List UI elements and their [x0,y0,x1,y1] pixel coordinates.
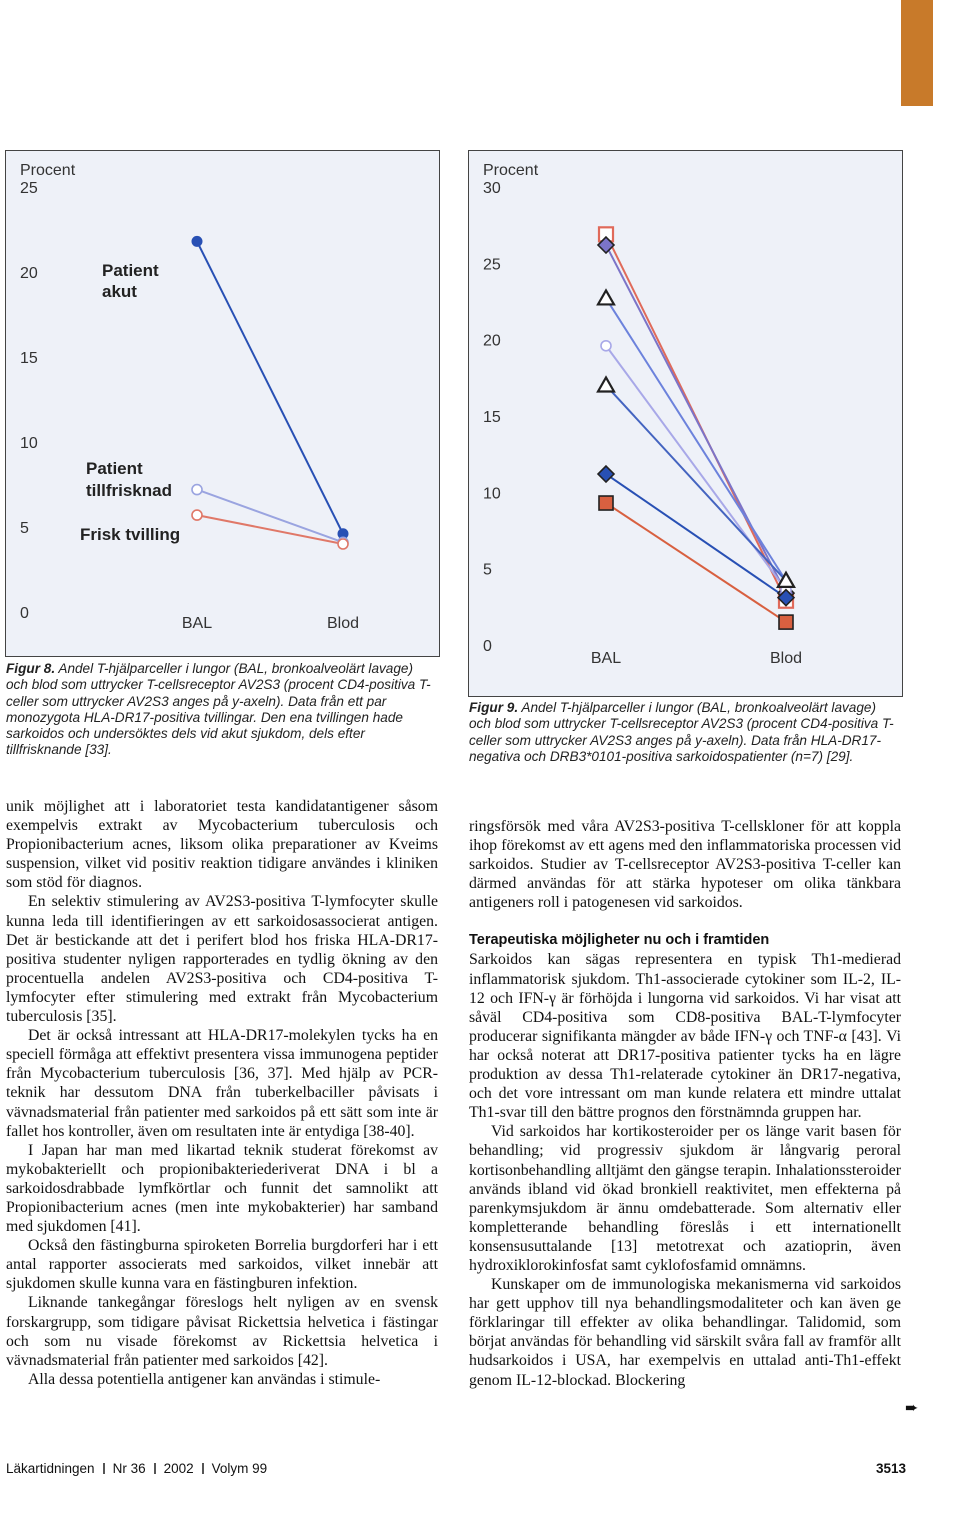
journal-name: Läkartidningen [6,1461,95,1476]
y-tick-label: 10 [483,485,501,503]
figure-9-caption [469,700,899,765]
figure-8-caption-text: Andel T-hjälparceller i lungor (BAL, bronkoalveolärt lavage) och blod som uttrycker T-cellsreceptor AV2S3 (procent CD4-positiva T-celler som uttrycker AV2S3 anges på y-axeln). Data från ett par monozygota HLA-DR17-positiva tvillingar. Den ena tvillingen hade sarkoidos och undersöktes dels vid akut sjukdom, dels efter tillfrisknande [33]. [6,661,431,758]
data-point [192,510,202,520]
page-footer [6,1461,906,1476]
figure-9-chart [468,150,903,697]
section-heading: Terapeutiska möjligheter nu och i framtiden [469,932,770,949]
footer-separator [202,1463,204,1474]
paragraph: Också den fästingburna spiroketen Borrelia burgdorferi har i ett antal rapporter associerats med sarkoidos, vilket innebär att sjukdomen skulle kunna vara en fästingburen infektion. [6,1237,438,1293]
figure-8-caption [6,661,434,759]
paragraph: Vid sarkoidos har kortikosteroider per os länge varit basen för behandling; vid progressiv sjukdom är långvarig peroral kortisonbehandling alltjämt den gängse terapin. Inhalationssteroider används ibland vid ökad bronkiell reaktivitet, men effekterna på parenkymsjukdom är ännu omdebatterade. Som alternativ eller kompletterande behandling föreslås i ett internationellt konsensusuttalande [13] metotrexat och azatioprin, även hydroxiklorokinfosfat samt cyklofosfamid omnämns. [469,1123,901,1274]
footer-separator [103,1463,105,1474]
figure-9-plot [469,151,902,696]
y-tick-label: 0 [483,638,492,655]
data-point [601,341,611,351]
paragraph: Sarkoidos kan sägas representera en typisk Th1-medierad inflammatorisk sjukdom. Th1-associerade cytokiner som IL-2, IL-12 och IFN-γ är förhöjda i lungorna vid sarkoidos. Vi har visat att såväl CD4-positiva som CD8-positiva BAL-T-lymfocyter producerar signifikanta mängder av både IFN-γ och TNF-α [43]. Vi har också noterat att DR17-positiva patienter tycks ha en lägre produktion av dessa Th1-relaterade cytokiner än DR17-negativa, och det vore intressant om man kunde relatera ett mindre uttalat Th1-svar till den bättre prognos den förstnämnda gruppen har. [469,951,901,1122]
y-tick-label: 10 [20,435,38,452]
y-tick-label: 25 [483,256,501,274]
paragraph: Liknande tankegångar föreslogs helt nyligen av en svensk forskargrupp, som tidigare påvisat Rickettsia helvetica i fästingar och som nu visade förekomst av Rickettsia helvetica i vävnadsmaterial från patienter med sarkoidos [42]. [6,1294,438,1369]
series-label-frisk-tvilling: Frisk tvilling [80,525,181,544]
figure-9-caption-text: Andel T-hjälparceller i lungor (BAL, bronkoalveolärt lavage) och blod som uttrycker T-cellsreceptor AV2S3 (procent CD4-positiva T-celler som uttrycker AV2S3 anges på y-axeln). Data från HLA-DR17-negativa och DRB3*0101-positiva sarkoidospatienter (n=7) [29]. [469,700,894,764]
figure-9-caption-label: Figur 9. [469,700,519,715]
left-text-column [6,797,438,1389]
data-point [779,615,793,629]
section-color-tab [901,0,933,106]
y-tick-label: 5 [20,520,29,537]
data-point [599,496,613,510]
paragraph: I Japan har man med likartad teknik studerat förekomst av mykobakteriellt och propionibakteriederiverat DNA i bl a sarkoidosdrabbade lymfkörtlar och funnit det samnolikt att Propionibacterium acnes (men inte mykobakterier) har samband med sjukdomen [41]. [6,1141,438,1236]
y-tick-label: 30 [483,180,501,197]
y-tick-label: 20 [20,265,38,282]
y-tick-label: 15 [20,350,38,367]
paragraph: En selektiv stimulering av AV2S3-positiva T-lymfocyter skulle kunna leda till identifieringen av ett sarkoidosassocierat antigen. Det är bestickande att det i perifert blod hos friska HLA-DR17-positiva studenter nyligen rapporterades en tydlig ökning av den procentuella andelen AV2S3-positiva och CD4-positiva T-lymfocyter efter stimulering med extrakt från Mycobacterium tuberculosis [35]. [6,893,438,1026]
y-tick-label: 5 [483,561,492,579]
issue-number: Nr 36 [112,1461,146,1476]
y-tick-label: 20 [483,332,501,350]
figure-8-chart [5,150,440,657]
figure-8-plot [6,151,439,656]
x-category-label: BAL [590,650,622,667]
plot-background [6,151,439,656]
paragraph: Alla dessa potentiella antigener kan användas i stimule- [28,1370,381,1388]
x-category-label: Blod [769,650,803,667]
data-point [192,485,202,495]
volume: Volym 99 [211,1461,268,1476]
year: 2002 [163,1461,194,1476]
series-label-patient-tillfrisknad: Patient [86,459,143,478]
series-label-patient-akut: Patient [102,261,159,280]
x-category-label: BAL [181,615,213,632]
footer-separator [154,1463,156,1474]
series-label-patient-akut: akut [102,282,137,301]
data-point [338,539,348,549]
continue-arrow-icon: ➨ [905,1398,919,1417]
y-axis-label: Procent [20,162,76,179]
series-label-patient-tillfrisknad: tillfrisknad [86,481,172,500]
paragraph: Kunskaper om de immunologiska mekanismerna vid sarkoidos har gett upphov till nya behandlingsmodaliteter och kan även ge förklaringar till effekter av olika behandlingar. Talidomid, som börjat användas för behandling vid särskilt svåra fall av framför allt hudsarkoidos i USA, har exempelvis en uttalad anti-Th1-effekt genom IL-12-blockad. Blockering [469,1276,901,1389]
paragraph: Det är också intressant att HLA-DR17-molekylen tycks ha en speciell förmåga att effektivt presentera vissa immunogena peptider från Mycobacterium tuberculosis [36, 37]. Med hjälp av PCR-teknik har dessutom DNA från tuberkelbaciller påvisats i vävnadsmaterial från patienter med sarkoidos på ett sätt som inte är fallet hos kontroller, även om resultaten inte är entydiga [38-40]. [6,1027,438,1140]
data-point [192,236,202,246]
y-axis-label: Procent [483,162,539,179]
y-tick-label: 15 [483,409,501,426]
right-text-column [469,817,901,1390]
y-tick-label: 0 [20,605,29,622]
paragraph: unik möjlighet att i laboratoriet testa kandidatantigener såsom exempelvis extrakt av Mycobacterium tuberculosis och Propionibacterium acnes, liksom olika preparationer av Kveims suspension, vilket vid positiv reaktion tidigare användes i kliniken som stöd för diagnos. [6,798,438,892]
y-tick-label: 25 [20,180,38,197]
x-category-label: Blod [326,615,360,632]
figure-8-caption-label: Figur 8. [6,661,56,676]
page-number: 3513 [875,1461,906,1476]
paragraph: ringsförsök med våra AV2S3-positiva T-cellskloner för att koppla ihop förekomst av ett agens med den inflammatoriska processen vid sarkoidos. Studier av T-cellsreceptor AV2S3-positiva T-celler kan därmed användas för att stärka hypoteser om olika tänkbara antigeners roll i patogenesen vid sarkoidos. [469,818,901,912]
